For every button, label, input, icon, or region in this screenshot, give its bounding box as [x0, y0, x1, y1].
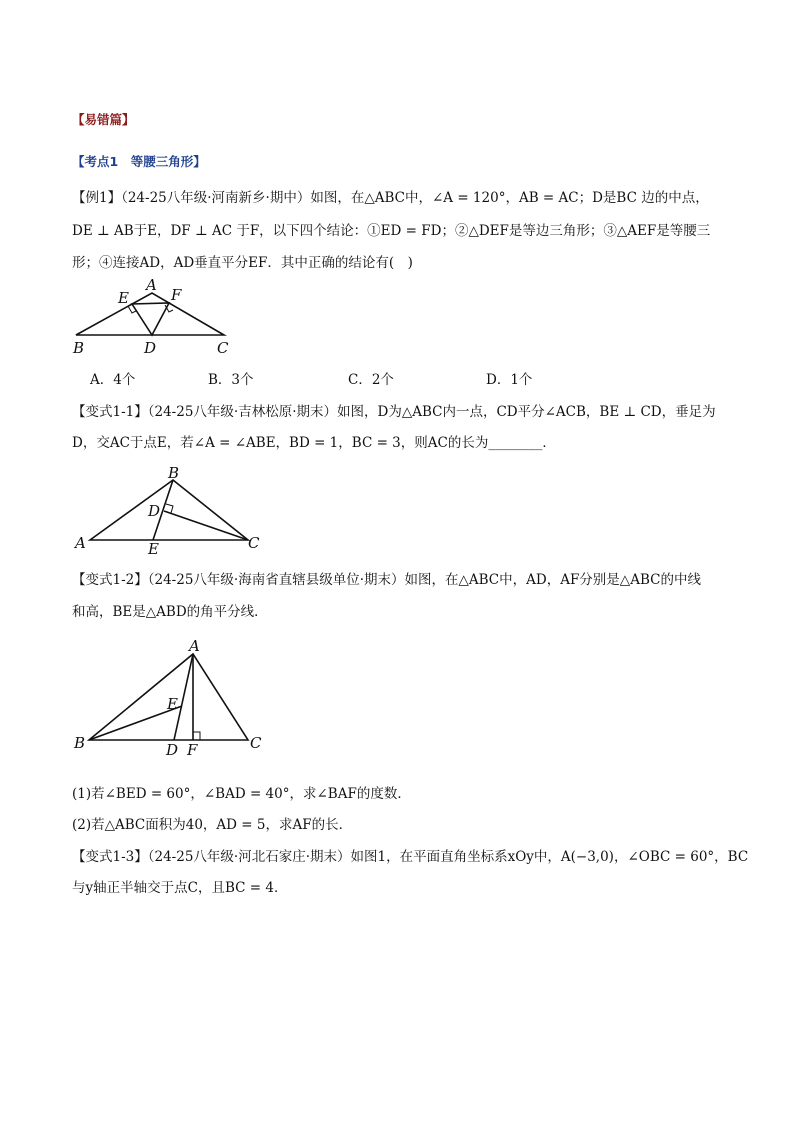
label-a: A [146, 276, 157, 294]
label-b: B [74, 734, 86, 752]
label-a: A [75, 534, 86, 552]
variant12-question1: (1)若∠BED = 60°，∠BAD = 40°，求∠BAF的度数． [72, 786, 411, 802]
label-c: C [250, 734, 262, 752]
variant11-text-line1: 【变式1-1】（24-25八年级·吉林松原·期末）如图，D为△ABC内一点，CD平分∠ACB，BE ⊥ CD，垂足为 [72, 404, 716, 420]
option-d: D．1个 [486, 372, 533, 388]
label-d: D [148, 502, 161, 520]
triangle-def [132, 303, 169, 335]
option-a: A．4个 [90, 372, 136, 388]
label-b: B [168, 464, 180, 482]
option-b: B．3个 [208, 372, 254, 388]
variant11-text-line2: D，交AC于点E，若∠A = ∠ABE，BD = 1，BC = 3，则AC的长为________． [72, 435, 556, 451]
variant11-figure [70, 462, 270, 557]
topic-header: 【考点1 等腰三角形】 [72, 154, 206, 169]
example1-text-line2: DE ⊥ AB于E，DF ⊥ AC 于F，以下四个结论：①ED = FD；②△DEF是等边三角形；③△AEF是等腰三 [72, 223, 711, 239]
label-c: C [217, 339, 229, 357]
variant12-text-line2: 和高，BE是△ABD的角平分线． [72, 604, 268, 620]
example1-text-line1: 【例1】（24-25八年级·河南新乡·期中）如图，在△ABC中，∠A = 120°，AB = AC；D是BC 边的中点， [72, 190, 709, 206]
example1-text-line3: 形；④连接AD，AD垂直平分EF．其中正确的结论有( ) [72, 255, 413, 271]
variant13-text-line1: 【变式1-3】（24-25八年级·河北石家庄·期末）如图1，在平面直角坐标系xOy中，A(−3,0)，∠OBC = 60°，BC [72, 849, 749, 865]
label-b: B [73, 339, 85, 357]
triangle-abc [76, 293, 224, 335]
variant12-question2: (2)若△ABC面积为40，AD = 5，求AF的长． [72, 817, 353, 833]
right-angle-mark-f [193, 732, 200, 740]
segment-cd [164, 511, 248, 540]
option-c: C．2个 [348, 372, 394, 388]
label-e: E [118, 289, 129, 307]
label-f: F [171, 286, 182, 304]
example1-figure [70, 276, 240, 358]
label-f: F [187, 741, 198, 759]
variant12-text-line1: 【变式1-2】（24-25八年级·海南省直辖县级单位·期末）如图，在△ABC中，AD，AF分别是△ABC的中线 [72, 572, 701, 588]
label-d: D [144, 339, 157, 357]
label-d: D [166, 741, 179, 759]
label-c: C [248, 534, 260, 552]
label-e: E [167, 695, 178, 713]
label-e: E [148, 540, 159, 558]
variant12-figure [70, 636, 270, 761]
section-header: 【易错篇】 [72, 112, 135, 127]
label-a: A [189, 637, 200, 655]
variant13-text-line2: 与y轴正半轴交于点C，且BC = 4． [72, 880, 288, 896]
